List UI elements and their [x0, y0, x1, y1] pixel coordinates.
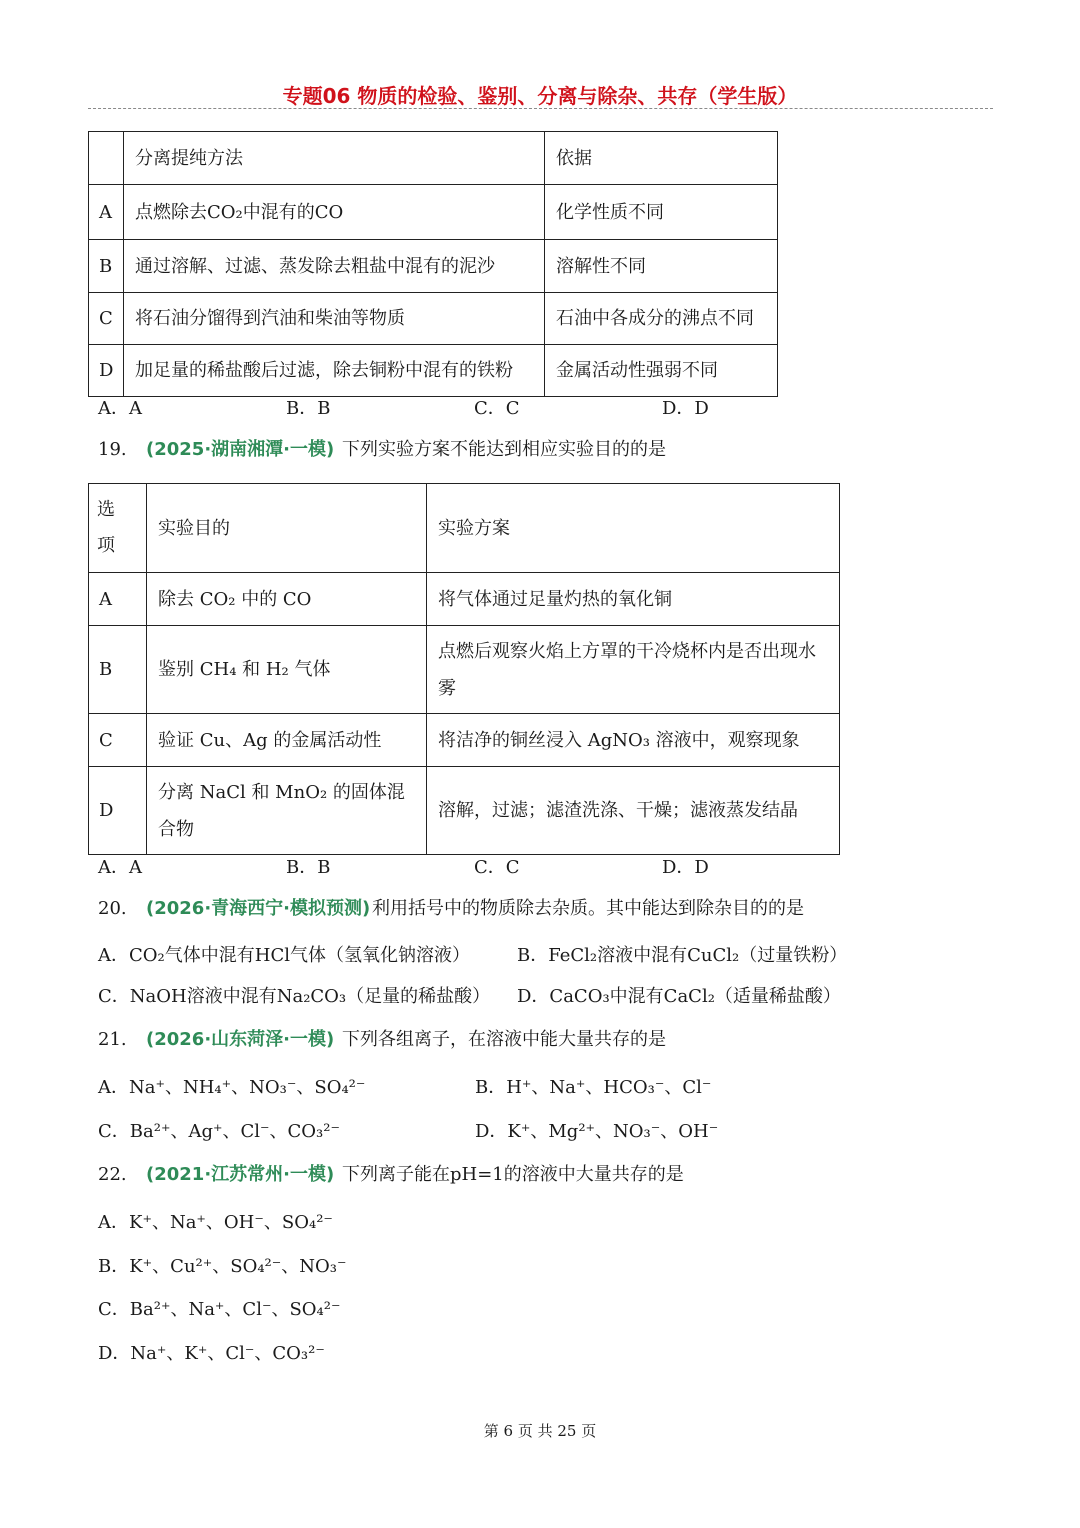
choice-d[interactable]: D．Na⁺、K⁺、Cl⁻、CO₃²⁻ [98, 1343, 325, 1364]
question-number: 20. [98, 898, 127, 919]
option-d[interactable]: D．D [662, 398, 709, 419]
choice-b[interactable]: B．K⁺、Cu²⁺、SO₄²⁻、NO₃⁻ [98, 1256, 347, 1277]
option-d[interactable]: D．D [662, 857, 709, 878]
table-cell: 鉴别 CH₄ 和 H₂ 气体 [147, 626, 427, 714]
question-number: 22. [98, 1164, 127, 1185]
table-cell: 加足量的稀盐酸后过滤，除去铜粉中混有的铁粉 [124, 345, 545, 397]
choice-a[interactable]: A．K⁺、Na⁺、OH⁻、SO₄²⁻ [98, 1212, 333, 1233]
option-a[interactable]: A．A [98, 398, 142, 419]
question-source: (2021·江苏常州·一模) [146, 1164, 335, 1185]
choice-d[interactable]: D．K⁺、Mg²⁺、NO₃⁻、OH⁻ [475, 1121, 719, 1142]
table-cell: C [89, 293, 124, 345]
question-text: 下列实验方案不能达到相应实验目的的是 [342, 439, 666, 460]
table-cell: 化学性质不同 [545, 185, 778, 240]
table-cell: 将石油分馏得到汽油和柴油等物质 [124, 293, 545, 345]
page-title: 专题06 物质的检验、鉴别、分离与除杂、共存（学生版） [282, 84, 798, 108]
option-c[interactable]: C．C [474, 398, 520, 419]
question-source: (2025·湖南湘潭·一模) [146, 439, 335, 460]
q19-table [88, 483, 840, 855]
question-source: (2026·山东菏泽·一模) [146, 1029, 335, 1050]
option-c[interactable]: C．C [474, 857, 520, 878]
question-text: 下列离子能在pH=1的溶液中大量共存的是 [342, 1164, 684, 1185]
table-header-row [89, 132, 778, 185]
option-b[interactable]: B．B [286, 398, 331, 419]
table-cell: 点燃后观察火焰上方罩的干冷烧杯内是否出现水雾 [427, 626, 840, 714]
choice-c[interactable]: C．Ba²⁺、Ag⁺、Cl⁻、CO₃²⁻ [98, 1121, 340, 1142]
question-number: 19. [98, 439, 127, 460]
q18-table [88, 131, 778, 397]
header-divider [88, 108, 993, 109]
question-text: 利用括号中的物质除去杂质。其中能达到除杂目的的是 [372, 898, 804, 919]
choice-b[interactable]: B．H⁺、Na⁺、HCO₃⁻、Cl⁻ [475, 1077, 712, 1098]
question-source: (2026·青海西宁·模拟预测) [146, 898, 371, 919]
q19-stem [0, 437, 1080, 463]
table-cell: 除去 CO₂ 中的 CO [147, 573, 427, 626]
table-cell: B [89, 240, 124, 293]
table-cell: D [89, 767, 147, 855]
choice-d[interactable]: D．CaCO₃中混有CaCl₂（适量稀盐酸） [517, 986, 841, 1007]
choice-c[interactable]: C．Ba²⁺、Na⁺、Cl⁻、SO₄²⁻ [98, 1299, 341, 1320]
table-header-cell: 实验目的 [147, 484, 427, 573]
q22-stem [0, 1162, 1080, 1188]
table-cell: 溶解，过滤；滤渣洗涤、干燥；滤液蒸发结晶 [427, 767, 840, 855]
table-cell: 溶解性不同 [545, 240, 778, 293]
q20-stem [0, 896, 1080, 922]
table-cell: 金属活动性强弱不同 [545, 345, 778, 397]
table-row [89, 345, 778, 397]
table-cell: D [89, 345, 124, 397]
question-number: 21. [98, 1029, 127, 1050]
table-row [89, 573, 840, 626]
table-cell: 通过溶解、过滤、蒸发除去粗盐中混有的泥沙 [124, 240, 545, 293]
table-header-cell [89, 132, 124, 185]
table-header-cell: 依据 [545, 132, 778, 185]
choice-c[interactable]: C．NaOH溶液中混有Na₂CO₃（足量的稀盐酸） [98, 986, 491, 1007]
table-cell: A [89, 185, 124, 240]
choice-b[interactable]: B．FeCl₂溶液中混有CuCl₂（过量铁粉） [517, 945, 848, 966]
choice-a[interactable]: A．Na⁺、NH₄⁺、NO₃⁻、SO₄²⁻ [98, 1077, 366, 1098]
question-text: 下列各组离子，在溶液中能大量共存的是 [342, 1029, 666, 1050]
table-cell: 点燃除去CO₂中混有的CO [124, 185, 545, 240]
table-cell: B [89, 626, 147, 714]
choice-a[interactable]: A．CO₂气体中混有HCl气体（氢氧化钠溶液） [98, 945, 470, 966]
table-row [89, 714, 840, 767]
option-b[interactable]: B．B [286, 857, 331, 878]
q19-options [0, 855, 1080, 881]
table-cell: 分离 NaCl 和 MnO₂ 的固体混合物 [147, 767, 427, 855]
q18-options [0, 396, 1080, 422]
table-cell: 将洁净的铜丝浸入 AgNO₃ 溶液中，观察现象 [427, 714, 840, 767]
table-row [89, 185, 778, 240]
table-header-row [89, 484, 840, 573]
table-row [89, 240, 778, 293]
table-header-cell: 选项 [89, 484, 147, 573]
table-row [89, 767, 840, 855]
q21-stem [0, 1027, 1080, 1053]
table-row [89, 626, 840, 714]
table-row [89, 293, 778, 345]
table-cell: 将气体通过足量灼热的氧化铜 [427, 573, 840, 626]
table-cell: 验证 Cu、Ag 的金属活动性 [147, 714, 427, 767]
table-cell: 石油中各成分的沸点不同 [545, 293, 778, 345]
table-header-cell: 分离提纯方法 [124, 132, 545, 185]
table-cell: A [89, 573, 147, 626]
table-header-cell: 实验方案 [427, 484, 840, 573]
option-a[interactable]: A．A [98, 857, 142, 878]
page-number: 第 6 页 共 25 页 [483, 1422, 597, 1440]
table-cell: C [89, 714, 147, 767]
